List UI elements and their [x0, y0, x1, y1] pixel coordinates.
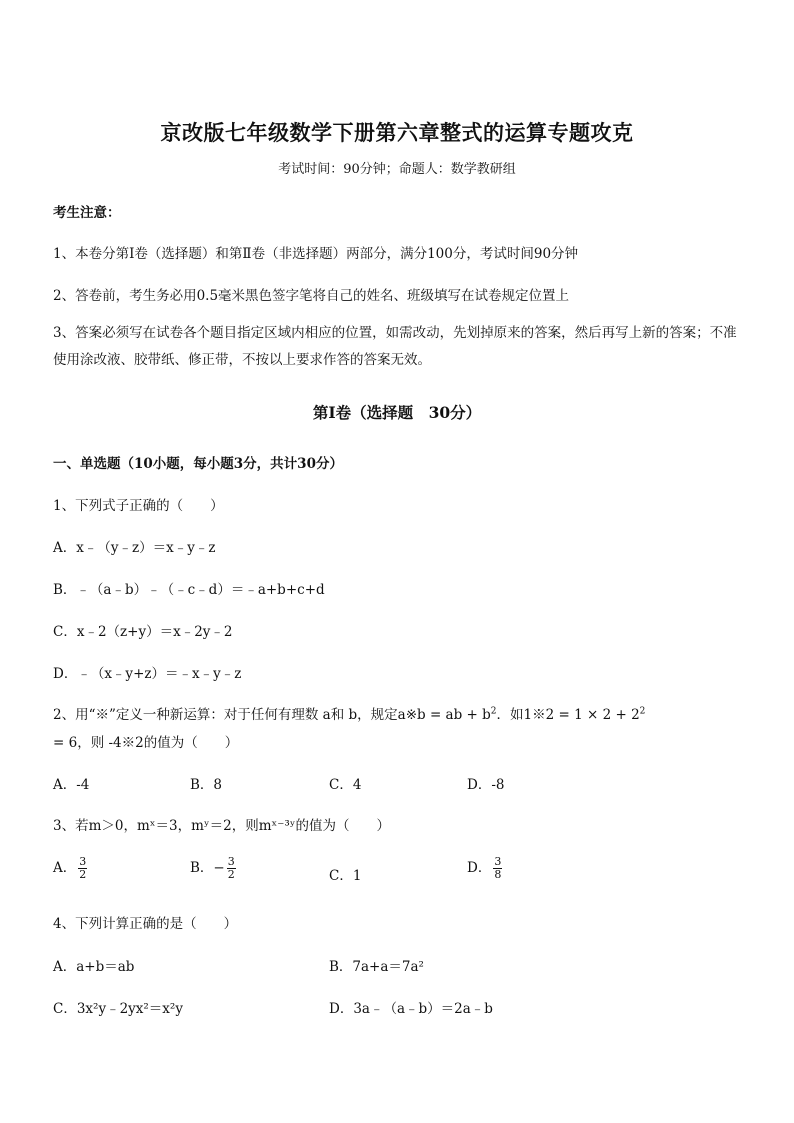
- question-stem-part: 2、用“※”定义一种新运算：对于任何有理数 a和 b，规定a※b = ab + b: [53, 707, 491, 723]
- question-stem: 1、下列式子正确的（ ）: [53, 498, 224, 514]
- option-d: [467, 856, 504, 881]
- option-a: A．-4: [53, 777, 90, 793]
- option-a: A．a+b＝ab: [53, 959, 135, 975]
- option-c: C．4: [329, 777, 362, 793]
- question-stem: [53, 703, 645, 723]
- fraction: [78, 856, 87, 881]
- numerator: 3: [79, 855, 87, 868]
- part-heading: 第Ⅰ卷（选择题 30分）: [312, 403, 482, 422]
- option-c: C．3x²y﹣2yx²＝x²y: [53, 1001, 183, 1017]
- option-b: [190, 856, 238, 881]
- option-label: B．−: [190, 860, 225, 876]
- notice-heading: 考生注意：: [53, 205, 121, 221]
- numerator: 3: [494, 855, 502, 868]
- exponent: 2: [639, 706, 646, 717]
- numerator: 3: [227, 855, 235, 868]
- option-d: D．-8: [467, 777, 505, 793]
- option-a: A．x﹣（y﹣z）＝x﹣y﹣z: [53, 540, 216, 556]
- fraction: [227, 856, 236, 881]
- option-b: B．8: [190, 777, 223, 793]
- option-label: A．: [53, 860, 77, 876]
- option-b: B．7a+a＝7a²: [329, 959, 424, 975]
- option-c: C．1: [329, 868, 362, 884]
- notice-item: 2、答卷前，考生务必用0.5毫米黑色签字笔将自己的姓名、班级填写在试卷规定位置上: [53, 288, 570, 304]
- option-d: D．3a﹣（a﹣b）＝2a﹣b: [329, 1001, 493, 1017]
- option-label: D．: [467, 860, 492, 876]
- option-b: B．﹣（a﹣b）﹣（﹣c﹣d）＝﹣a+b+c+d: [53, 582, 325, 598]
- question-stem: 3、若m＞0，mˣ＝3，mʸ＝2，则mˣ⁻³ʸ的值为（ ）: [53, 818, 390, 834]
- section-heading: 一、单选题（10小题，每小题3分，共计30分）: [53, 456, 343, 472]
- page-title: 京改版七年级数学下册第六章整式的运算专题攻克: [160, 120, 634, 145]
- denominator: 8: [494, 868, 502, 881]
- page-subtitle: 考试时间：90分钟；命题人：数学教研组: [278, 162, 516, 177]
- denominator: 2: [227, 868, 235, 881]
- notice-item: 3、答案必须写在试卷各个题目指定区域内相应的位置，如需改动，先划掉原来的答案，然后再写上新的答案；不准使用涂改液、胶带纸、修正带，不按以上要求作答的答案无效。: [53, 325, 737, 368]
- notice-item: 1、本卷分第Ⅰ卷（选择题）和第Ⅱ卷（非选择题）两部分，满分100分，考试时间90分钟: [53, 246, 579, 262]
- fraction: [493, 856, 502, 881]
- question-stem-continued: = 6，则 -4※2的值为（ ）: [53, 735, 239, 751]
- question-stem: 4、下列计算正确的是（ ）: [53, 916, 238, 932]
- option-a: [53, 856, 89, 881]
- option-c: C．x﹣2（z+y）＝x﹣2y﹣2: [53, 624, 233, 640]
- exponent: 2: [490, 706, 497, 717]
- question-stem-part: ．如1※2 = 1 × 2 + 2: [496, 707, 640, 723]
- denominator: 2: [79, 868, 87, 881]
- option-d: D．﹣（x﹣y+z）＝﹣x﹣y﹣z: [53, 666, 242, 682]
